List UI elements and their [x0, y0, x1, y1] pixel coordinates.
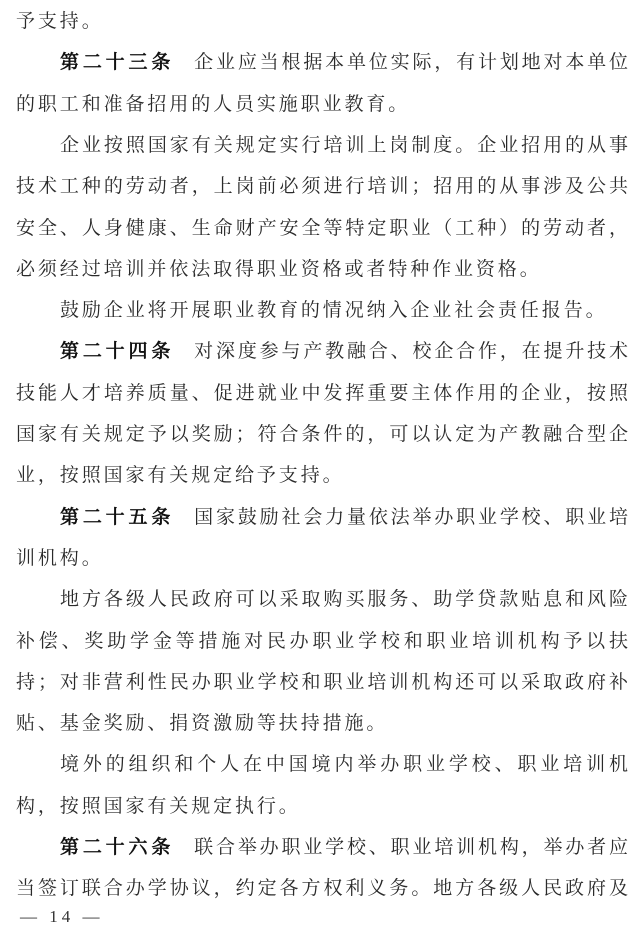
text-line	[16, 210, 628, 246]
line-text: 地方各级人民政府可以采取购买服务、助学贷款贴息和风险	[60, 588, 628, 611]
line-text: 业，按照国家有关规定给予支持。	[16, 464, 345, 487]
article-line	[16, 44, 628, 80]
line-text: 技术工种的劳动者，上岗前必须进行培训；招用的从事涉及公共	[16, 175, 628, 198]
line-text: 境外的组织和个人在中国境内举办职业学校、职业培训机	[60, 753, 628, 776]
line-text: 持；对非营利性民办职业学校和职业培训机构还可以采取政府补	[16, 670, 628, 693]
text-line	[16, 870, 628, 906]
text-line	[16, 127, 628, 163]
line-text: 当签订联合办学协议，约定各方权利义务。地方各级人民政府及	[16, 877, 628, 900]
text-line	[16, 292, 608, 328]
line-text: 企业按照国家有关规定实行培训上岗制度。企业招用的从事	[60, 133, 628, 156]
text-line	[16, 788, 301, 824]
line-text: 企业应当根据本单位实际，有计划地对本单位	[194, 51, 628, 74]
text-line	[16, 375, 628, 411]
line-text: 联合举办职业学校、职业培训机构，举办者应	[194, 836, 628, 858]
line-text: 安全、人身健康、生命财产安全等特定职业（工种）的劳动者，	[16, 216, 628, 239]
line-text: 构，按照国家有关规定执行。	[16, 794, 301, 817]
article-heading: 第二十四条	[60, 340, 175, 363]
text-line	[16, 705, 388, 741]
article-heading: 第二十三条	[60, 51, 175, 74]
text-line	[16, 581, 628, 617]
line-text: 补偿、奖助学金等措施对民办职业学校和职业培训机构予以扶	[16, 629, 628, 652]
line-text: 贴、基金奖励、捐资激励等扶持措施。	[16, 712, 389, 735]
text-line	[16, 746, 628, 782]
line-text: 对深度参与产教融合、校企合作，在提升技术	[194, 340, 628, 363]
text-line	[16, 86, 410, 122]
text-line	[16, 664, 628, 700]
line-text: 技能人才培养质量、促进就业中发挥重要主体作用的企业，按照	[16, 381, 628, 404]
line-text: 训机构。	[16, 546, 104, 569]
text-line	[16, 416, 628, 452]
text-line	[16, 251, 542, 287]
line-text: 必须经过培训并依法取得职业资格或者特种作业资格。	[16, 257, 542, 280]
article-line	[16, 829, 628, 865]
line-text: 予支持。	[16, 10, 104, 32]
line-text: 国家有关规定予以奖励；符合条件的，可以认定为产教融合型企	[16, 423, 628, 445]
article-heading: 第二十五条	[60, 505, 175, 528]
article-heading: 第二十六条	[60, 836, 175, 858]
line-text: 的职工和准备招用的人员实施职业教育。	[16, 92, 411, 115]
article-line	[16, 333, 628, 369]
text-line	[16, 623, 628, 659]
article-line	[16, 499, 628, 535]
page-number: — 14 —	[20, 907, 104, 926]
text-line	[16, 3, 104, 39]
line-text: 国家鼓励社会力量依法举办职业学校、职业培	[194, 505, 628, 528]
text-line	[16, 457, 345, 493]
line-text: 鼓励企业将开展职业教育的情况纳入企业社会责任报告。	[60, 299, 608, 322]
text-line	[16, 540, 104, 576]
text-line	[16, 168, 628, 204]
